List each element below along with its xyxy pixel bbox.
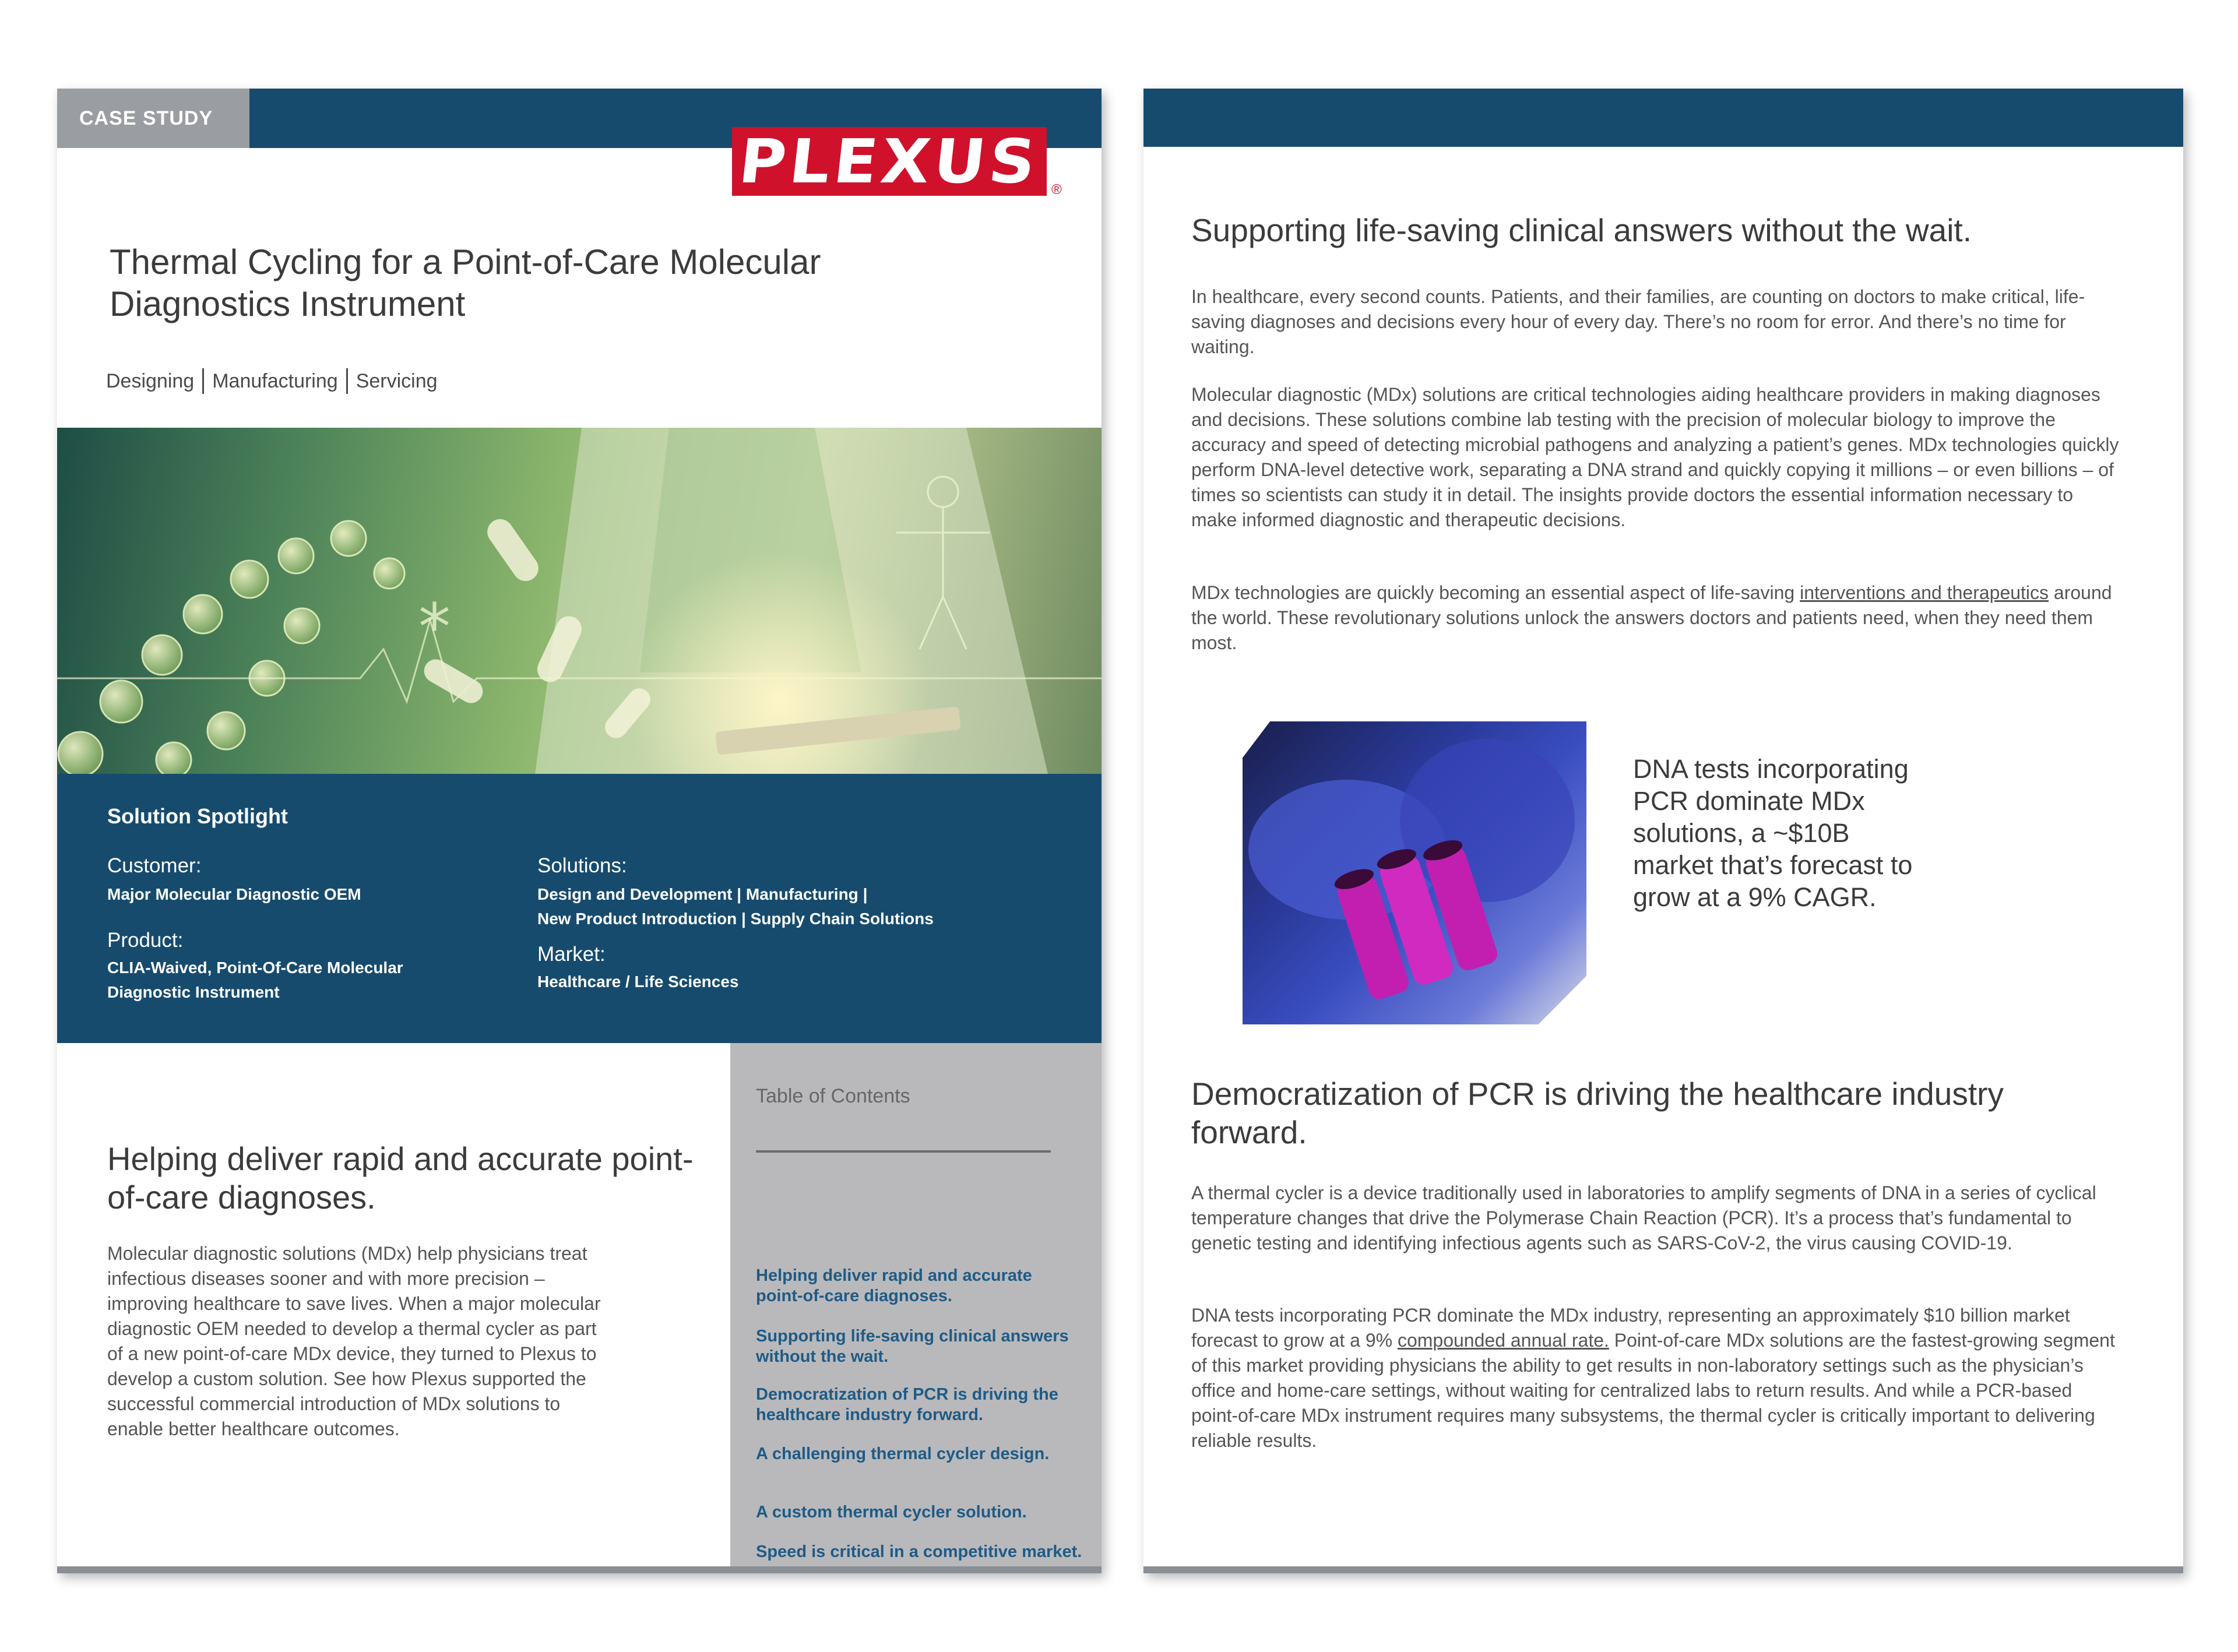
interventions-link[interactable]: interventions and therapeutics	[1800, 582, 2049, 603]
paragraph-text: Point-of-care MDx solutions are the fastest-growing segment of this market providing physicians the ability to get results in non-laboratory settings such as the physician’s office and home-care settings, without waiting for centralized labs to return results. And while a PCR-based point-of-care MDx instrument requires many subsystems, the thermal cycler is critically important to delivering reliable results.	[1191, 1330, 2115, 1451]
toc-item-clinical-answers[interactable]: Supporting life-saving clinical answers without the wait.	[756, 1327, 1069, 1366]
page-bottom-rule	[1143, 1566, 2183, 1573]
market-value: Healthcare / Life Sciences	[537, 973, 739, 991]
customer-value: Major Molecular Diagnostic OEM	[107, 885, 361, 903]
capabilities-row	[106, 368, 438, 394]
paragraph-text: MDx technologies are quickly becoming an essential aspect of life-saving	[1191, 582, 1800, 603]
section-heading-clinical-answers: Supporting life-saving clinical answers without the wait.	[1191, 212, 1972, 248]
svg-text:*: *	[418, 590, 451, 664]
product-label: Product:	[107, 929, 184, 952]
hero-image	[57, 428, 1102, 774]
document-title: Thermal Cycling for a Point-of-Care Molecular Diagnostics Instrument	[110, 242, 821, 323]
market-callout: DNA tests incorporating PCR dominate MDx solutions, a ~$10B market that’s forecast to grow at a 9% CAGR.	[1633, 754, 1913, 912]
logo-wordmark: PLEXUS	[736, 126, 1043, 197]
pcr-tube-illustration	[1243, 721, 1586, 1024]
paragraph-mdx-solutions: Molecular diagnostic (MDx) solutions are critical technologies aiding healthcare providers in making diagnoses and decisions. These solutions combine lab testing with the precision of molecular biology to improve the accuracy and speed of detecting microbial pathogens and analyzing a patient’s genes. MDx technologies quickly perform DNA-level detective work, separating a DNA strand and quickly copying it millions – or even billions – of times so scientists can study it in detail. The insights provide doctors the essential information necessary to make informed diagnostic and therapeutic decisions.	[1191, 384, 2119, 530]
paragraph-text: around the world. These revolutionary solutions unlock the answers doctors and patients need, when they need them most.	[1191, 582, 2112, 653]
paragraph-thermal-cycler: A thermal cycler is a device traditionally used in laboratories to amplify segments of DNA in a series of cyclical temperature changes that drive the Polymerase Chain Reaction (PCR). It’s a process that’s fundamental to genetic testing and identifying infectious agents such as SARS-CoV-2, the virus causing COVID-19.	[1191, 1182, 2096, 1253]
case-study-tab: CASE STUDY	[57, 89, 249, 148]
hero-illustration	[57, 428, 1102, 774]
capability-servicing: Servicing	[356, 369, 438, 392]
capability-divider	[202, 368, 204, 394]
product-value: CLIA-Waived, Point-Of-Care Molecular Diagnostic Instrument	[107, 959, 403, 1001]
capability-manufacturing: Manufacturing	[212, 369, 338, 392]
section-heading-democratization: Democratization of PCR is driving the healthcare industry forward.	[1191, 1076, 2004, 1150]
header-band	[1143, 89, 2183, 147]
toc-divider	[756, 1150, 1051, 1153]
solutions-line-2: New Product Introduction | Supply Chain Solutions	[537, 910, 934, 928]
section-heading-rapid-diagnoses: Helping deliver rapid and accurate point-of-care diagnoses.	[107, 1140, 694, 1216]
registered-mark: ®	[1051, 182, 1062, 198]
paragraph-mdx-technologies	[1191, 580, 2124, 656]
spotlight-title: Solution Spotlight	[107, 804, 288, 828]
paragraph-text: DNA tests incorporating PCR dominate the MDx industry, representing an approximately $10 billion market forecast to grow at a 9%	[1191, 1305, 2070, 1351]
paragraph-every-second: In healthcare, every second counts. Patients, and their families, are counting on doctors to make critical, life-saving diagnoses and decisions every hour of every day. There’s no room for error. And there’s no time for waiting.	[1191, 286, 2085, 357]
intro-paragraph: Molecular diagnostic solutions (MDx) help physicians treat infectious diseases sooner and with more precision – improving healthcare to save lives. When a major molecular diagnostic OEM needed to develop a thermal cycler as part of a new point-of-care MDx device, they turned to Plexus to develop a custom solution. See how Plexus supported the successful commercial introduction of MDx solutions to enable better healthcare outcomes.	[107, 1243, 601, 1439]
table-of-contents	[730, 1043, 1102, 1566]
toc-item-custom-solution[interactable]: A custom thermal cycler solution.	[756, 1503, 1027, 1521]
toc-item-democratization-pcr[interactable]: Democratization of PCR is driving the healthcare industry forward.	[756, 1385, 1058, 1424]
pcr-tube-photo	[1243, 721, 1586, 1024]
customer-label: Customer:	[107, 854, 202, 877]
compounded-rate-link[interactable]: compounded annual rate.	[1397, 1330, 1609, 1351]
capability-divider	[346, 368, 348, 394]
page-bottom-rule	[57, 1566, 1102, 1573]
plexus-logo	[732, 127, 1047, 196]
case-study-page-2	[1143, 89, 2183, 1573]
solutions-line-1: Design and Development | Manufacturing |	[537, 885, 868, 903]
toc-item-rapid-diagnoses[interactable]: Helping deliver rapid and accurate point-of-care diagnoses.	[756, 1266, 1032, 1305]
toc-title: Table of Contents	[756, 1085, 910, 1107]
toc-item-speed-critical[interactable]: Speed is critical in a competitive market.	[756, 1542, 1082, 1561]
solutions-label: Solutions:	[537, 854, 627, 877]
solution-spotlight	[57, 774, 1102, 1043]
paragraph-dna-tests	[1191, 1303, 2124, 1453]
capability-designing: Designing	[106, 369, 195, 392]
case-study-page-1	[57, 89, 1102, 1573]
toc-item-challenging-design[interactable]: A challenging thermal cycler design.	[756, 1445, 1050, 1463]
market-label: Market:	[537, 943, 606, 966]
